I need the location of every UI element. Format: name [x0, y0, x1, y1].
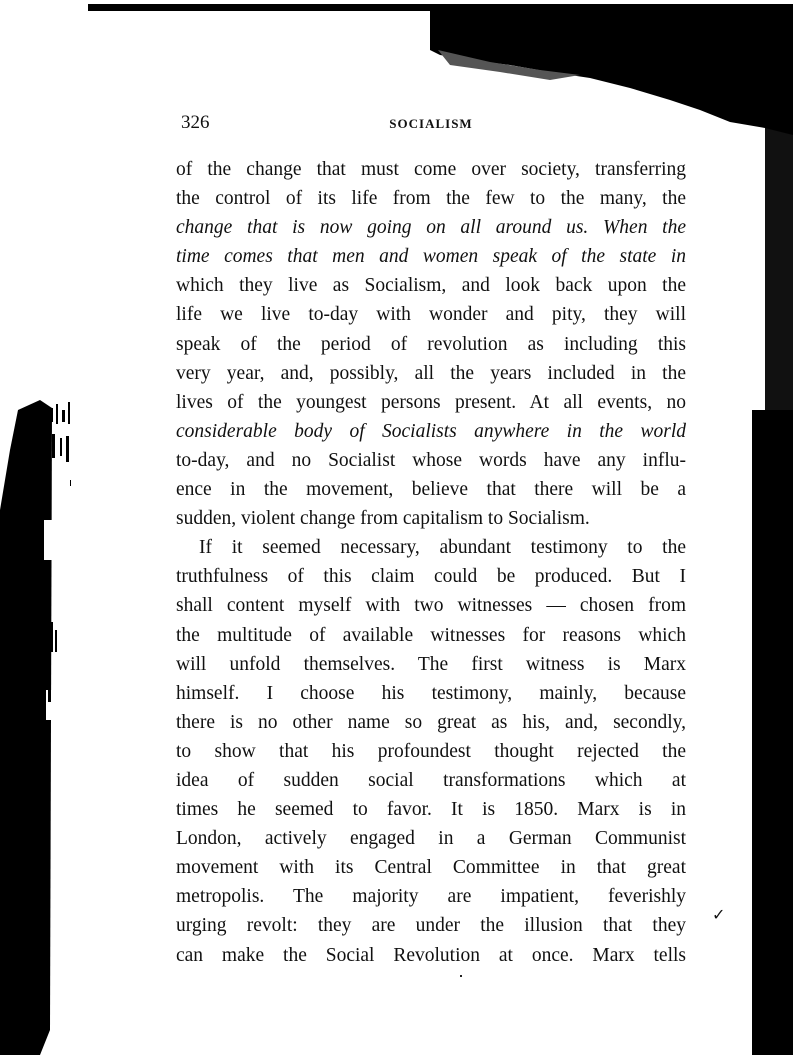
text-line [176, 562, 686, 591]
italic-text: When the [603, 217, 686, 239]
italic-text: considerable body of Socialists anywhere in the world [176, 420, 686, 442]
text-run: which they live as Socialism, and look back upon the [176, 275, 686, 297]
text-run: to-day, and no Socialist whose words have any influ- [176, 449, 686, 471]
running-head: SOCIALISM [389, 116, 473, 131]
text-line [176, 591, 686, 620]
text-run: London, actively engaged in a German Communist [176, 828, 686, 850]
text-run: himself. I choose his testimony, mainly, because [176, 682, 686, 704]
text-line [176, 184, 686, 213]
text-line [176, 300, 686, 329]
text-run: sudden, violent change from capitalism to Socialism. [176, 508, 590, 530]
text-line [176, 621, 686, 650]
page-header [176, 110, 686, 138]
text-line [176, 737, 686, 766]
text-run: lives of the youngest persons present. At all events, no [176, 391, 686, 413]
text-line [176, 882, 686, 911]
italic-text: time comes that men and women speak of the state in [176, 246, 686, 268]
text-run [588, 217, 603, 238]
text-line [176, 911, 686, 940]
text-line [176, 475, 686, 504]
page-number: 326 [181, 112, 210, 133]
text-run: speak of the period of revolution as including this [176, 333, 686, 355]
text-line [176, 504, 686, 533]
italic-text: change that is now going on all around us. [176, 217, 589, 239]
text-run: If it seemed necessary, abundant testimony to the [199, 537, 686, 559]
text-line [176, 766, 686, 795]
scan-speck [460, 975, 462, 977]
text-line [176, 242, 686, 271]
text-run: urging revolt: they are under the illusion that they [176, 915, 686, 937]
text-run: of the change that must come over society, transferring [176, 159, 686, 180]
text-line [176, 795, 686, 824]
text-line [176, 533, 686, 562]
text-run: metropolis. The majority are impatient, feverishly [176, 886, 686, 908]
text-run: can make the Social Revolution at once. Marx tells [176, 944, 686, 966]
text-run: the multitude of available witnesses for reasons which [176, 624, 686, 646]
text-run: will unfold themselves. The first witness is Marx [176, 653, 686, 675]
text-run: to show that his profoundest thought rejected the [176, 740, 686, 762]
text-run: idea of sudden social transformations which at [176, 769, 686, 791]
text-line [176, 271, 686, 300]
text-line [176, 650, 686, 679]
text-run: shall content myself with two witnesses — chosen from [176, 595, 686, 617]
scan-border-right [752, 410, 793, 1055]
text-run: very year, and, possibly, all the years included in the [176, 362, 686, 384]
text-line [176, 679, 686, 708]
text-run: times he seemed to favor. It is 1850. Marx is in [176, 799, 686, 821]
text-run: life we live to-day with wonder and pity, they will [176, 304, 686, 326]
text-run: ence in the movement, believe that there will be a [176, 479, 686, 501]
margin-checkmark: ✓ [712, 907, 726, 924]
text-run: there is no other name so great as his, and, secondly, [176, 711, 686, 733]
text-line [176, 853, 686, 882]
text-line [176, 330, 686, 359]
text-line [176, 359, 686, 388]
text-line [176, 708, 686, 737]
text-run: the control of its life from the few to the many, the [176, 188, 686, 210]
text-line [176, 213, 686, 242]
text-line [176, 941, 686, 970]
text-run: movement with its Central Committee in that great [176, 857, 686, 879]
scan-specks-left [48, 400, 78, 720]
text-line [176, 417, 686, 446]
text-line [176, 446, 686, 475]
body-text [176, 155, 686, 970]
text-line [176, 388, 686, 417]
text-run: truthfulness of this claim could be produced. But I [176, 566, 686, 588]
scan-shadow-left [0, 390, 52, 1055]
scan-border-right-upper [765, 120, 793, 420]
text-line [176, 155, 686, 184]
text-line [176, 824, 686, 853]
